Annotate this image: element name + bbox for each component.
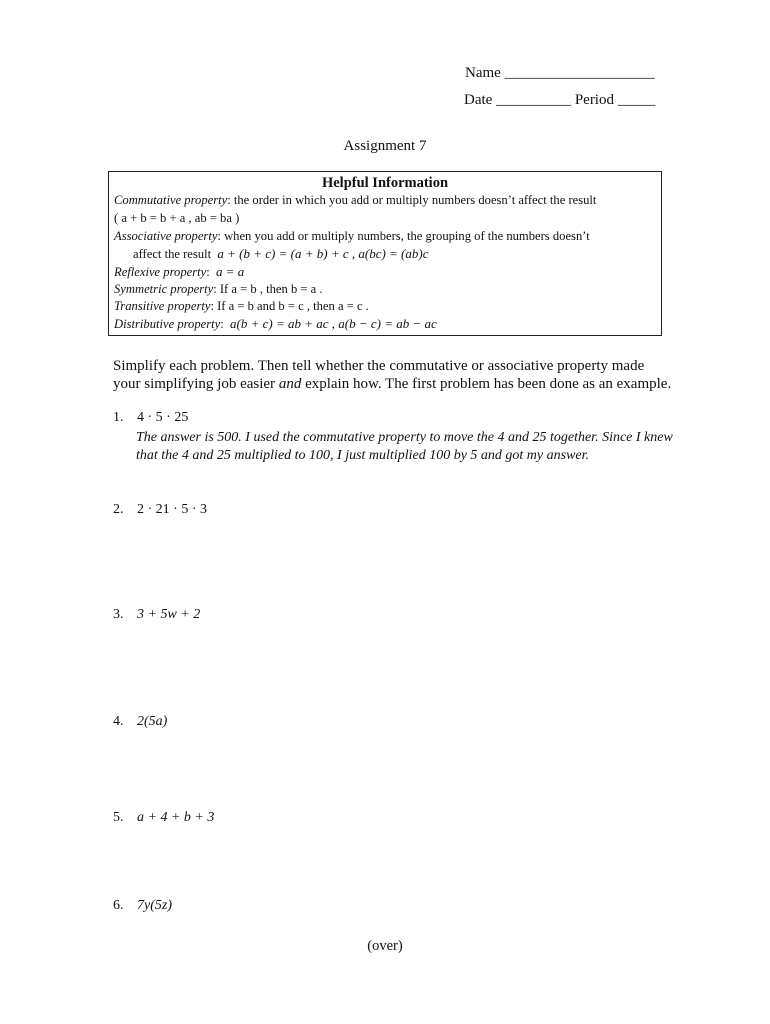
problem-number: 2. (113, 502, 124, 517)
example-answer: The answer is 500. I used the commutative property to move the 4 and 25 together. Since I knew that the 4 and 25 multiplied to 100, I just multiplied 100 by 5 and got my answer. (136, 430, 673, 463)
reflexive-line: Reflexive property: a = a (114, 264, 245, 279)
problem-expression: a + 4 + b + 3 (137, 810, 215, 825)
transitive-example: : If a = b and b = c , then a = c . (210, 299, 369, 313)
date-period-field-line: Date __________ Period _____ (464, 92, 656, 108)
problem-6 (113, 898, 172, 914)
problem-2 (113, 502, 207, 518)
associative-example: a + (b + c) = (a + b) + c , a(bc) = (ab)c (217, 246, 429, 261)
problem-number: 3. (113, 607, 124, 622)
problem-expression: 7y(5z) (137, 898, 172, 913)
symmetric-line (114, 282, 323, 297)
transitive-term: Transitive property (114, 299, 211, 313)
problem-1 (113, 410, 188, 426)
helpful-information-heading: Helpful Information (321, 175, 449, 191)
page-footer-over: (over) (367, 938, 403, 954)
commutative-example: ( a + b = b + a , ab = ba ) (114, 211, 240, 225)
problem-5 (113, 810, 214, 826)
associative-text-2: affect the result (133, 247, 212, 261)
assignment-title: Assignment 7 (343, 138, 427, 154)
distributive-line: Distributive property: a(b + c) = ab + ac , a(b − c) = ab − ac (114, 316, 437, 331)
problem-number: 4. (113, 714, 124, 729)
transitive-line (114, 299, 369, 314)
problem-number: 1. (113, 410, 124, 425)
reflexive-example: a = a (216, 264, 245, 279)
instructions-part-1: Simplify each problem. Then tell whether the commutative or associative property made your simplifying job easier (113, 358, 645, 392)
problem-number: 6. (113, 898, 124, 913)
problem-expression: 2 · 21 · 5 · 3 (137, 502, 207, 517)
associative-line (114, 229, 590, 244)
problem-3 (113, 607, 200, 623)
commutative-line (114, 193, 596, 208)
associative-term: Associative property (114, 229, 218, 243)
problem-expression: 2(5a) (137, 714, 168, 729)
distributive-term: Distributive property (114, 317, 221, 331)
helpful-information-box (108, 171, 662, 336)
commutative-text: : the order in which you add or multiply numbers doesn’t affect the result (227, 193, 597, 207)
problem-expression: 4 · 5 · 25 (137, 410, 189, 425)
associative-line-2 (133, 246, 429, 262)
problem-expression: 3 + 5w + 2 (137, 607, 201, 622)
reflexive-term: Reflexive property (114, 265, 207, 279)
name-field-line: Name ____________________ (465, 65, 655, 81)
instructions-part-2: explain how. The first problem has been done as an example. (305, 375, 672, 392)
associative-text: : when you add or multiply numbers, the grouping of the numbers doesn’t (217, 229, 590, 243)
distributive-example: a(b + c) = ab + ac , a(b − c) = ab − ac (230, 316, 437, 331)
problem-4 (113, 714, 167, 730)
instructions-and: and (278, 375, 302, 392)
symmetric-term: Symmetric property (114, 282, 214, 296)
symmetric-example: : If a = b , then b = a . (213, 282, 323, 296)
commutative-term: Commutative property (114, 193, 228, 207)
instructions-paragraph (113, 358, 673, 393)
problem-number: 5. (113, 810, 124, 825)
